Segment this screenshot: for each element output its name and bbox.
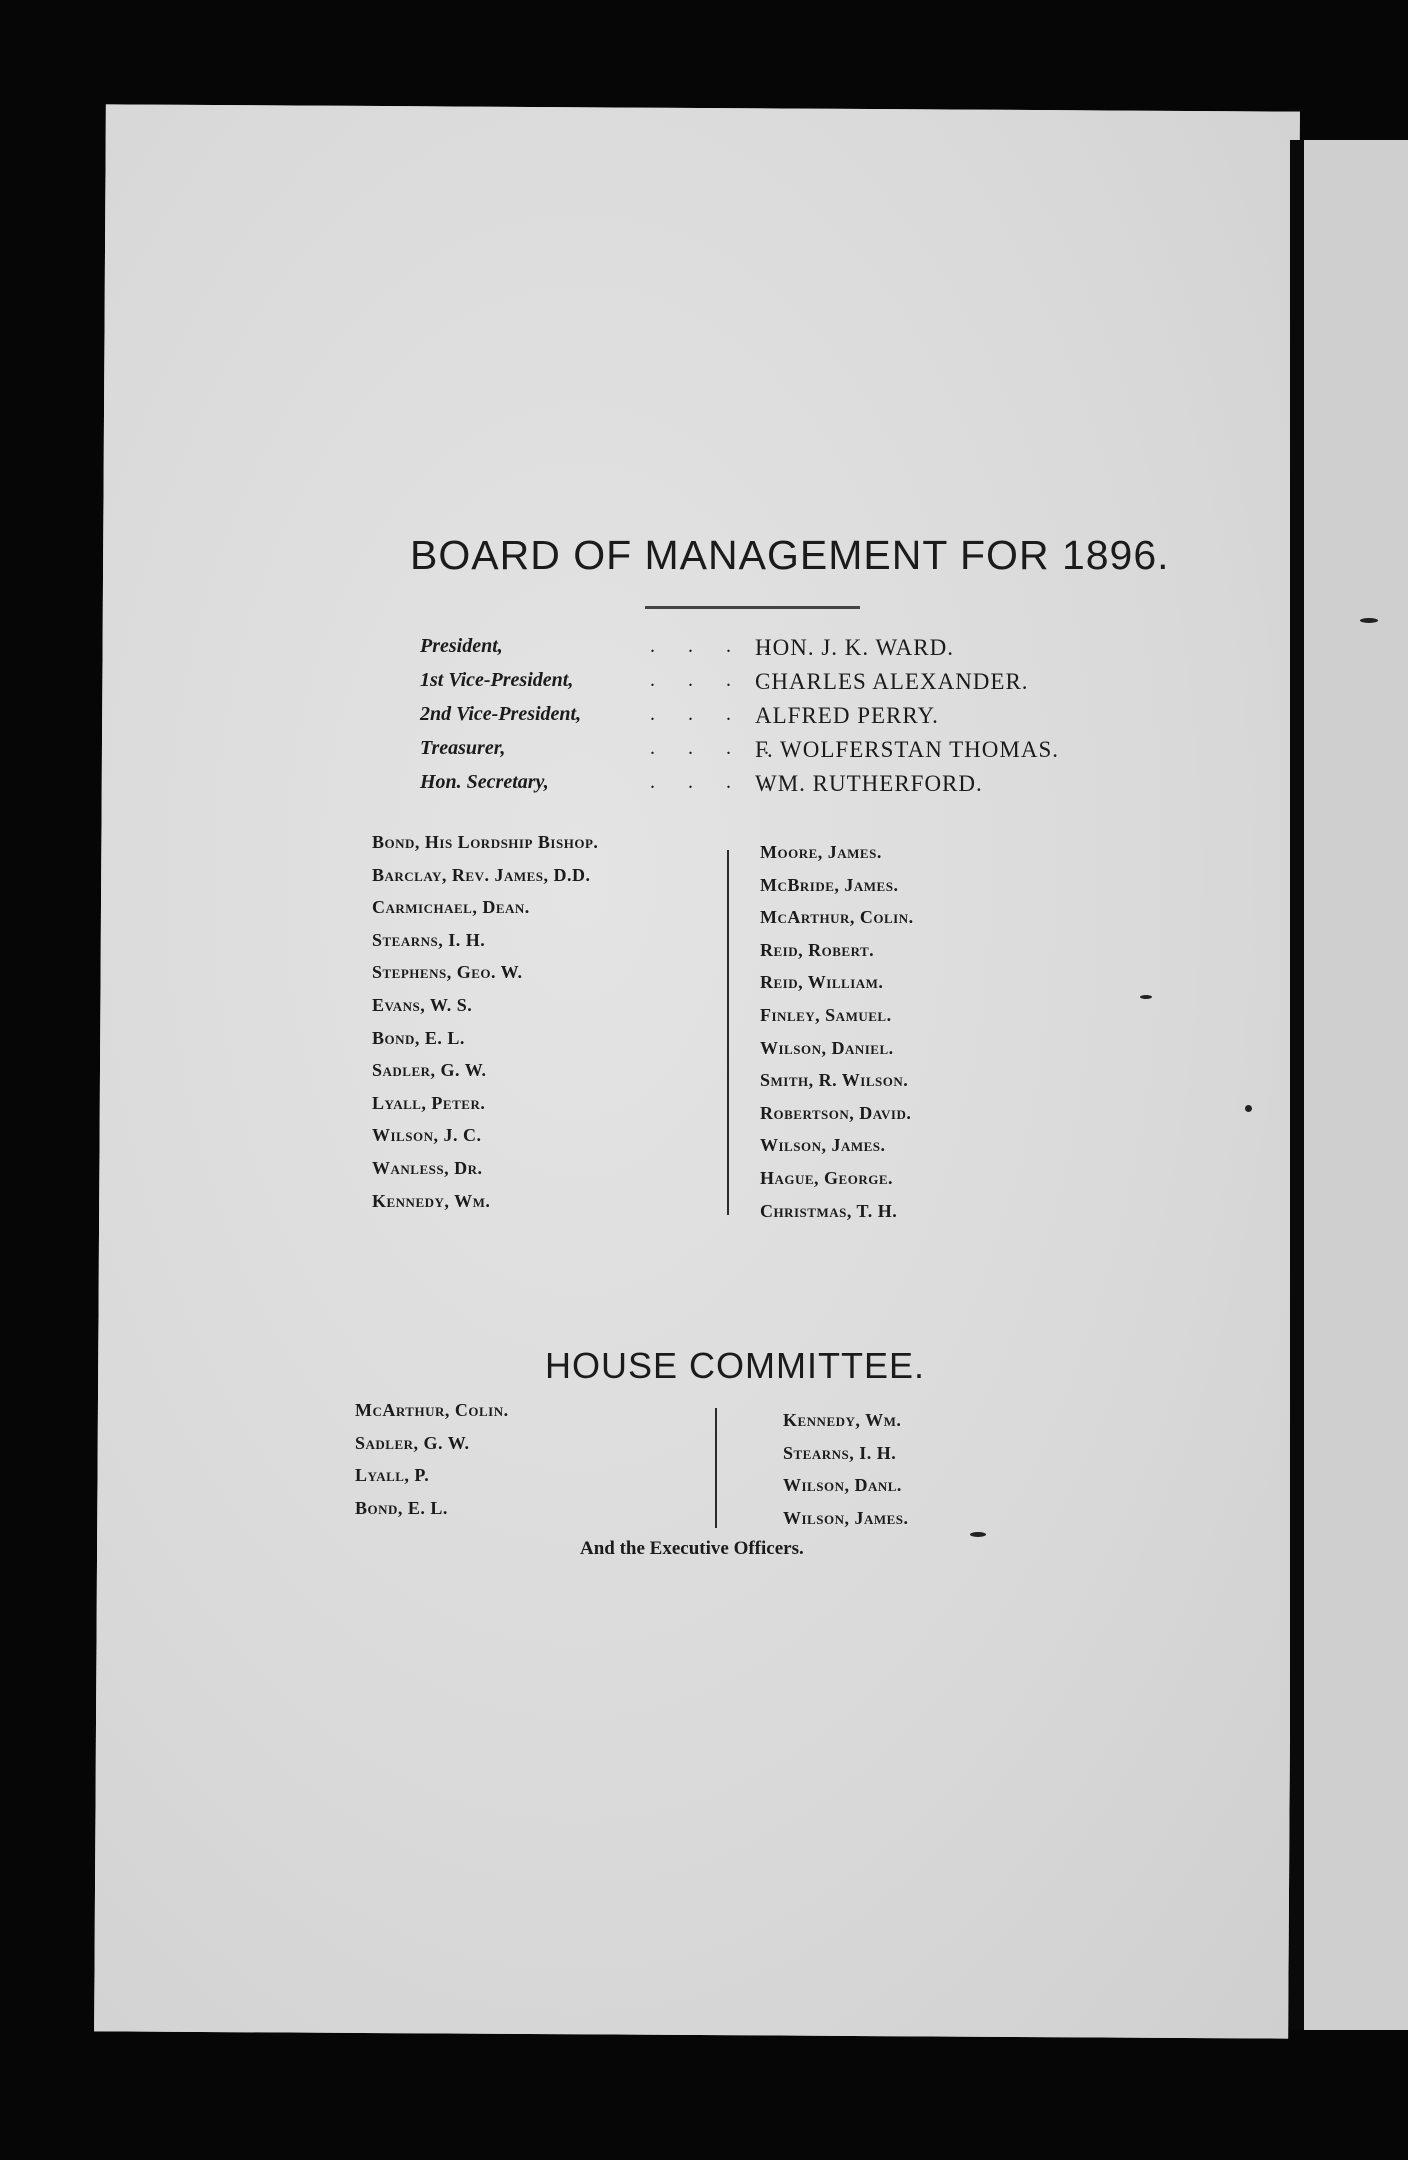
- leader-dots: . . . .: [650, 737, 783, 759]
- executive-officers-note: And the Executive Officers.: [580, 1538, 804, 1559]
- member-name: Lyall, Peter.: [372, 1092, 486, 1113]
- leader-dots: . . . .: [650, 703, 783, 725]
- member-name: Evans, W. S.: [372, 994, 473, 1015]
- officer-holder: HON. J. K. WARD.: [755, 635, 954, 660]
- member-name: Smith, R. Wilson.: [760, 1070, 909, 1091]
- member-name: Reid, William.: [760, 972, 884, 993]
- member-name: Reid, Robert.: [760, 939, 875, 960]
- leader-dots: . . . .: [650, 669, 783, 691]
- officer-holder: CHARLES ALEXANDER.: [755, 669, 1029, 694]
- member-name: Stearns, I. H.: [783, 1442, 897, 1463]
- member-name: Stephens, Geo. W.: [372, 962, 523, 983]
- ink-speck: [1360, 618, 1378, 623]
- ink-speck: [970, 1532, 986, 1537]
- ink-speck: [1140, 995, 1152, 999]
- house-committee-right: [783, 1410, 909, 1540]
- member-name: Robertson, David.: [760, 1102, 912, 1123]
- member-name: Lyall, P.: [355, 1465, 430, 1486]
- member-name: Stearns, I. H.: [372, 929, 486, 950]
- member-name: Wilson, James.: [760, 1135, 886, 1156]
- officer-row: [420, 737, 1120, 771]
- house-committee-title: HOUSE COMMITTEE.: [545, 1345, 926, 1386]
- member-name: Barclay, Rev. James, D.D.: [372, 864, 591, 885]
- member-name: Wilson, J. C.: [372, 1125, 482, 1146]
- member-name: Sadler, G. W.: [372, 1060, 487, 1081]
- leader-dots: . . . .: [650, 635, 783, 657]
- officer-role: Treasurer,: [420, 737, 506, 759]
- officer-role: Hon. Secretary,: [420, 771, 549, 793]
- document-page: [94, 104, 1300, 2038]
- board-members-left: [372, 832, 598, 1223]
- member-name: McBride, James.: [760, 874, 899, 895]
- member-name: Moore, James.: [760, 842, 882, 862]
- member-name: Finley, Samuel.: [760, 1004, 892, 1025]
- member-name: Wanless, Dr.: [372, 1157, 483, 1178]
- board-title: BOARD OF MANAGEMENT FOR 1896.: [410, 532, 1170, 578]
- member-name: Kennedy, Wm.: [372, 1190, 491, 1211]
- member-name: Bond, E. L.: [372, 1027, 465, 1048]
- officer-row: [420, 703, 1120, 737]
- officer-row: [420, 635, 1120, 669]
- board-members-right: [760, 842, 914, 1233]
- officer-holder: ALFRED PERRY.: [755, 703, 939, 728]
- member-name: Bond, E. L.: [355, 1497, 448, 1518]
- house-committee-left: [355, 1400, 509, 1530]
- title-rule: [645, 606, 860, 609]
- officer-holder: WM. RUTHERFORD.: [755, 771, 983, 796]
- member-name: McArthur, Colin.: [760, 907, 914, 928]
- officer-role: President,: [420, 635, 503, 657]
- member-name: Bond, His Lordship Bishop.: [372, 832, 599, 852]
- member-name: Sadler, G. W.: [355, 1432, 470, 1453]
- page-gutter: [1290, 140, 1304, 2030]
- facing-page-edge: [1304, 140, 1408, 2030]
- house-column-divider: [715, 1408, 717, 1528]
- member-name: Kennedy, Wm.: [783, 1410, 902, 1430]
- member-name: Wilson, Danl.: [783, 1475, 902, 1496]
- officer-role: 1st Vice-President,: [420, 669, 574, 691]
- member-name: Wilson, Daniel.: [760, 1037, 894, 1058]
- leader-dots: . . . .: [650, 771, 783, 793]
- column-divider: [727, 850, 729, 1215]
- member-name: Hague, George.: [760, 1167, 894, 1188]
- member-name: McArthur, Colin.: [355, 1400, 509, 1420]
- officer-row: [420, 669, 1120, 703]
- officer-holder: F. WOLFERSTAN THOMAS.: [755, 737, 1060, 762]
- member-name: Carmichael, Dean.: [372, 897, 530, 918]
- officer-role: 2nd Vice-President,: [420, 703, 582, 725]
- officers-list: [420, 635, 1120, 805]
- ink-speck: [1245, 1105, 1252, 1112]
- member-name: Wilson, James.: [783, 1507, 909, 1528]
- member-name: Christmas, T. H.: [760, 1200, 898, 1221]
- officer-row: [420, 771, 1120, 805]
